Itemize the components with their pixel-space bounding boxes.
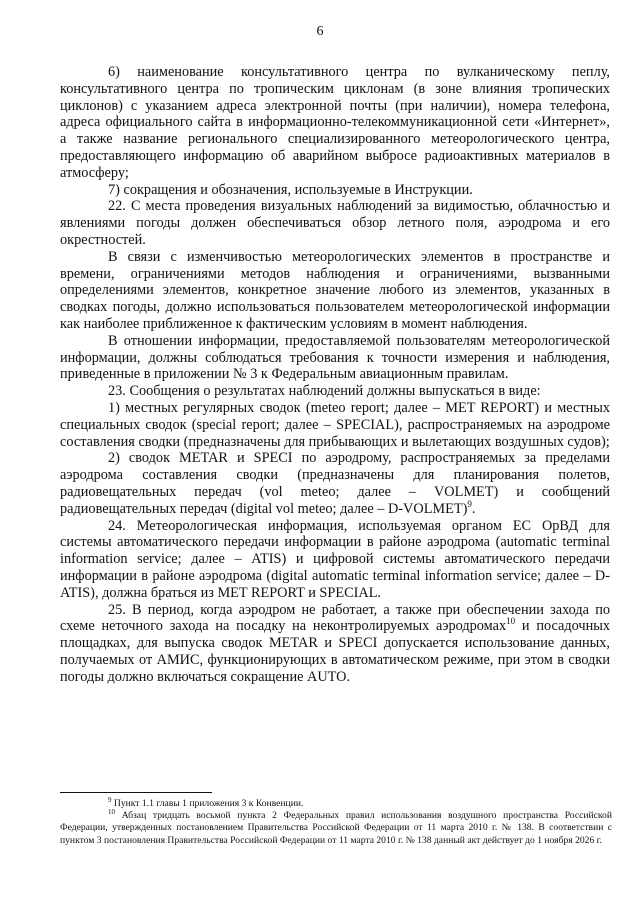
footnote-num: 10 bbox=[108, 808, 115, 817]
footnote-9 bbox=[60, 795, 612, 810]
footnote-num: 9 bbox=[108, 795, 112, 804]
footnote-divider bbox=[60, 792, 212, 793]
paragraph-variability: В связи с изменчивостью метеорологических элементов в пространстве и времени, ограничениями методов наблюдения и ограничениями, вызванными определениями элементов, конкретное значение любого из элементов, указанных в сводках погоды, должно использоваться пользователем метеорологической информации как наиболее приближенное к фактическим условиям в момент наблюдения. bbox=[60, 248, 610, 332]
paragraph-item-2 bbox=[60, 450, 610, 517]
paragraph-24: 24. Метеорологическая информация, используемая органом ЕС ОрВД для системы автоматического передачи информации в районе аэродрома (automatic terminal information service; далее – ATIS) и цифровой системы автоматического передачи информации в районе аэродрома (digital automatic terminal information service; далее – D-ATIS), должна браться из MET REPORT и SPECIAL. bbox=[60, 517, 610, 601]
paragraph-25-cont: и посадочных площадках, для выпуска сводок METAR и SPECI допускается использование данных, получаемых от АМИС, функционирующих в автоматическом режиме, при этом в сводки погоды должно включаться сокращение AUTO. bbox=[60, 618, 610, 685]
paragraph-item-1: 1) местных регулярных сводок (meteo report; далее – MET REPORT) и местных специальных сводок (special report; далее – SPECIAL), распространяемых на аэродроме составления сводки (предназначены для прибывающих и вылетающих воздушных судов); bbox=[60, 399, 610, 450]
footnote-ref-9: 9 bbox=[467, 498, 472, 509]
paragraph-25-text: 25. В период, когда аэродром не работает, а также при обеспечении захода по схеме неточного захода на посадку на неконтролируемых аэродромах bbox=[60, 601, 610, 635]
paragraph-item-7: 7) сокращения и обозначения, используемые в Инструкции. bbox=[108, 181, 473, 198]
paragraph-item-6: 6) наименование консультативного центра по вулканическому пеплу, консультативного центра по тропическим циклонам (в зоне влияния тропических циклонов) с указанием адреса электронной почты (при наличии), номера телефона, адреса официального сайта в информационно-телекоммуникационной сети «Интернет», а также название регионального специализированного метеорологического центра, предоставляющего информацию об аварийном выбросе радиоактивных материалов в атмосферу; bbox=[60, 64, 610, 181]
paragraph-item-2-end: . bbox=[471, 500, 476, 517]
paragraph-22: 22. С места проведения визуальных наблюдений за видимостью, облачностью и явлениями погоды должен обеспечиваться обзор летного поля, аэродрома и его окрестностей. bbox=[60, 198, 610, 248]
paragraph-25 bbox=[60, 602, 610, 686]
footnote-10 bbox=[60, 810, 612, 847]
paragraph-item-2-text: 2) сводок METAR и SPECI по аэродрому, распространяемых за пределами аэродрома составления сводки (предназначены для планирования полетов, радиовещательных передач (vol meteo; далее – VOLMET) и сообщений радиовещательных передач (digital vol meteo; далее – D-VOLMET) bbox=[60, 450, 610, 517]
footnote-text: Абзац тридцать восьмой пункта 2 Федеральных правил использования воздушного пространства Российской Федерации, утвержденных постановлением Правительства Российской Федерации от 11 марта 2010 г. № 138. В соответствии с пунктом 3 постановления Правительства Российской Федерации от 11 марта 2010 г. № 138 данный акт действует до 1 ноября 2026 г. bbox=[60, 810, 612, 846]
paragraph-accuracy: В отношении информации, предоставляемой пользователям метеорологической информации, должны соблюдаться требования к точности измерения и наблюдения, приведенные в приложении № 3 к Федеральным авиационным правилам. bbox=[60, 332, 610, 383]
paragraph-23: 23. Сообщения о результатах наблюдений должны выпускаться в виде: bbox=[108, 383, 541, 400]
document-body bbox=[60, 64, 610, 685]
footnote-ref-10: 10 bbox=[506, 616, 516, 627]
page-number: 6 bbox=[316, 24, 324, 39]
footnote-text: Пункт 1.1 главы 1 приложения 3 к Конвенции. bbox=[111, 798, 304, 809]
footnotes bbox=[60, 795, 612, 847]
